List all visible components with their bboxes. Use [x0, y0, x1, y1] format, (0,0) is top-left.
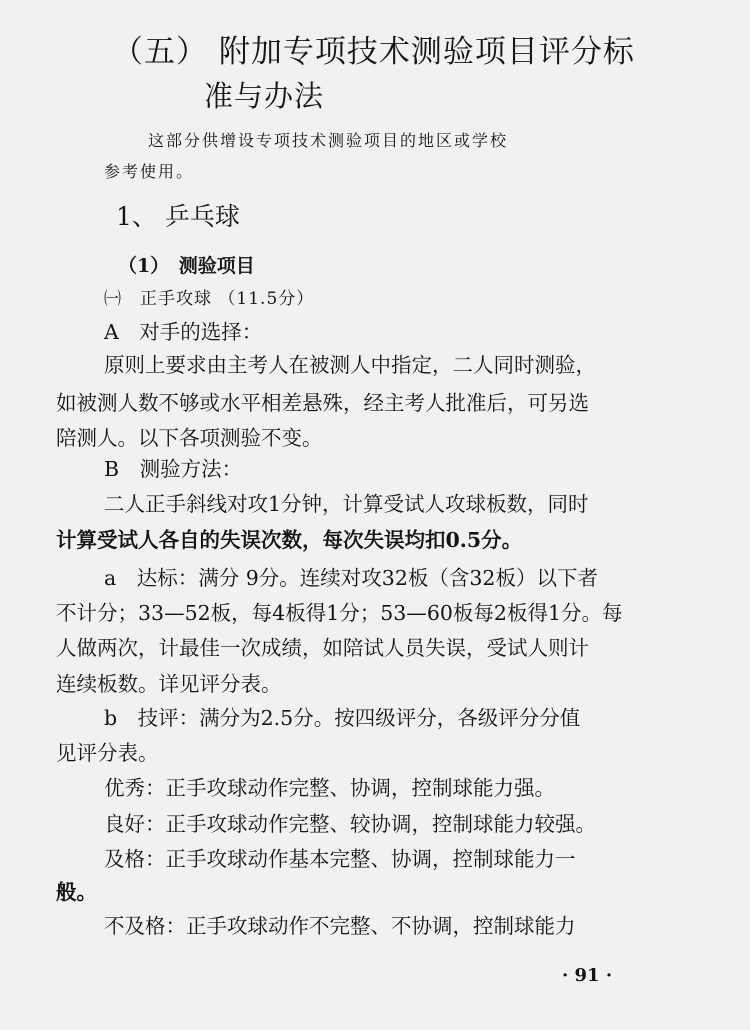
- paragraph-1-line-3: 陪测人。以下各项测验不变。: [56, 426, 323, 450]
- paragraph-1-line-1: 原则上要求由主考人在被测人中指定，二人同时测验，: [104, 353, 596, 377]
- grade-good: 良好：正手攻球动作完整、较协调，控制球能力较强。: [104, 812, 596, 836]
- paragraph-3-line-1: a 达标：满分 9分。连续对攻32板（含32板）以下者: [104, 566, 598, 590]
- paragraph-2-line-2: 计算受试人各自的失误次数，每次失误均扣0.5分。: [56, 528, 523, 552]
- grade-pass-line-1: 及格：正手攻球动作基本完整、协调，控制球能力一: [104, 847, 576, 871]
- paragraph-2-line-1: 二人正手斜线对攻1分钟，计算受试人攻球板数，同时: [104, 492, 589, 516]
- intro-line-2: 参考使用。: [104, 162, 195, 181]
- paragraph-3-line-2: 不计分；33—52板，每4板得1分；53—60板每2板得1分。每: [56, 601, 623, 625]
- grade-fail: 不及格：正手攻球动作不完整、不协调，控制球能力: [104, 914, 576, 938]
- page-number: · 91 ·: [562, 965, 613, 986]
- intro-line-1: 这部分供增设专项技术测验项目的地区或学校: [148, 131, 509, 150]
- heading-line-1: （五） 附加专项技术测验项目评分标: [112, 34, 635, 70]
- heading-line-2: 准与办法: [204, 79, 325, 113]
- paragraph-1-line-2: 如被测人数不够或水平相差悬殊，经主考人批准后，可另选: [56, 391, 589, 415]
- subsection-heading-test-items: （1） 测验项目: [118, 255, 255, 277]
- grade-pass-line-2: 般。: [56, 880, 97, 904]
- paragraph-3-line-4: 连续板数。详见评分表。: [56, 672, 282, 696]
- paragraph-3-line-3: 人做两次，计最佳一次成绩，如陪试人员失误，受试人则计: [56, 636, 589, 660]
- subheading-test-method: B 测验方法：: [104, 457, 243, 481]
- paragraph-4-line-2: 见评分表。: [56, 741, 159, 765]
- paragraph-4-line-1: b 技评：满分为2.5分。按四级评分，各级评分分值: [104, 706, 581, 730]
- subheading-opponent-selection: A 对手的选择：: [104, 320, 263, 344]
- section-heading-table-tennis: 1、 乒乓球: [116, 202, 240, 231]
- grade-excellent: 优秀：正手攻球动作完整、协调，控制球能力强。: [104, 776, 555, 800]
- item-forehand-attack: ㈠ 正手攻球 （11.5分）: [104, 289, 315, 309]
